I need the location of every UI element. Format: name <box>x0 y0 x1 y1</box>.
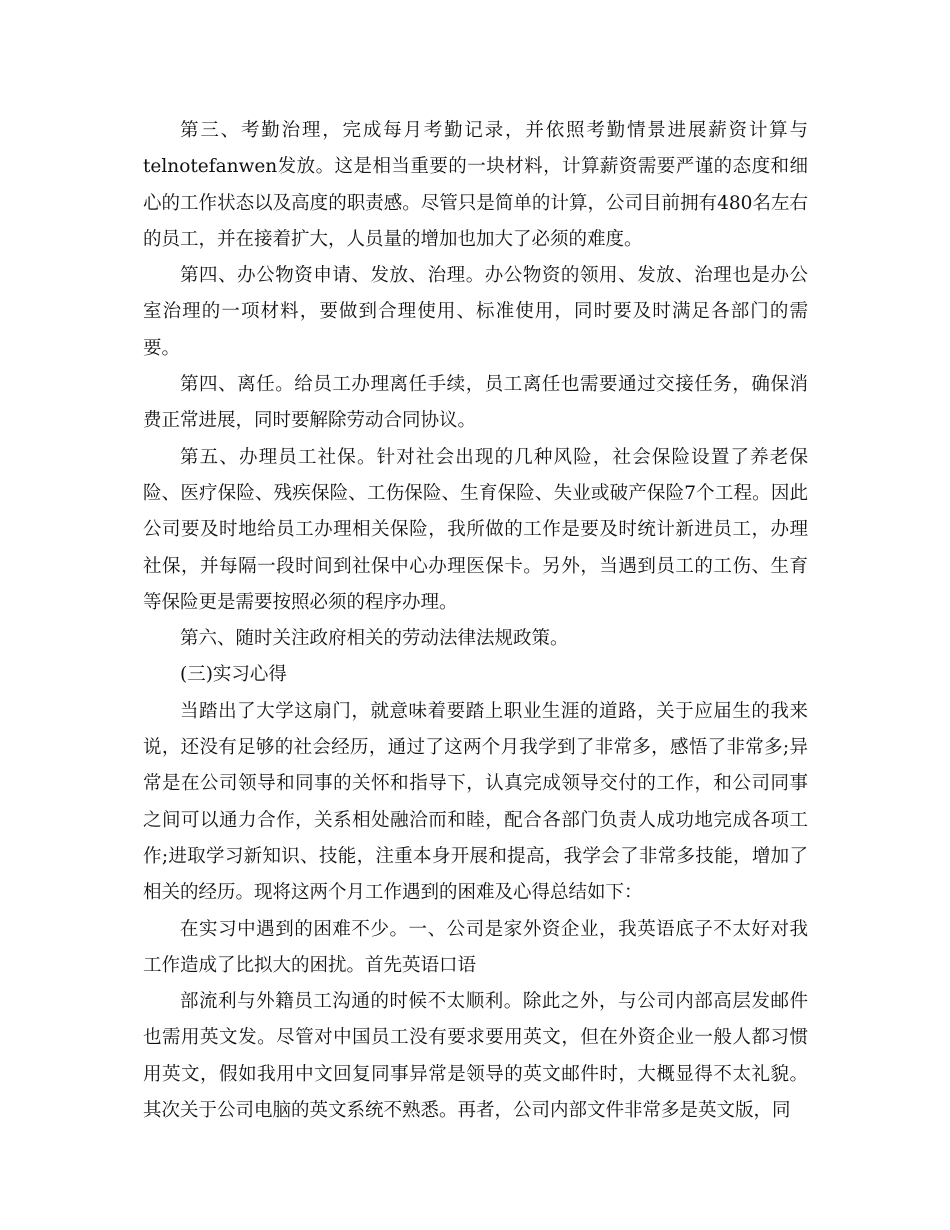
paragraph-difficulties: 在实习中遇到的困难不少。一、公司是家外资企业，我英语底子不太好对我工作造成了比拟大的困扰。首先英语口语 <box>143 918 808 976</box>
paragraph-attendance: 第三、考勤治理，完成每月考勤记录，并依照考勤情景进展薪资计算与telnotefanwen发放。这是相当重要的一块材料，计算薪资需要严谨的态度和细心的工作状态以及高度的职责感。尽管只是简单的计算，公司目前拥有480名左右的员工，并在接着扩大，人员量的增加也加大了必须的难度。 <box>143 120 808 250</box>
section-heading-internship-reflection: (三)实习心得 <box>180 664 287 686</box>
paragraph-labor-law: 第六、随时关注政府相关的劳动法律法规政策。 <box>180 628 569 650</box>
paragraph-resignation: 第四、离任。给员工办理离任手续，员工离任也需要通过交接任务，确保消费正常进展，同时要解除劳动合同协议。 <box>143 374 808 432</box>
paragraph-office-supplies: 第四、办公物资申请、发放、治理。办公物资的领用、发放、治理也是办公室治理的一项材料，要做到合理使用、标准使用，同时要及时满足各部门的需要。 <box>143 265 808 359</box>
paragraph-social-insurance: 第五、办理员工社保。针对社会出现的几种风险，社会保险设置了养老保险、医疗保险、残疾保险、工伤保险、生育保险、失业或破产保险7个工程。因此公司要及时地给员工办理相关保险，我所做的工作是要及时统计新进员工，办理社保，并每隔一段时间到社保中心办理医保卡。另外，当遇到员工的工伤、生育等保险更是需要按照必须的程序办理。 <box>143 446 808 613</box>
paragraph-english-issues: 部流利与外籍员工沟通的时候不太顺利。除此之外，与公司内部高层发邮件也需用英文发。尽管对中国员工没有要求要用英文，但在外资企业一般人都习惯用英文，假如我用中文回复同事异常是领导的英文邮件时，大概显得不太礼貌。其次关于公司电脑的英文系统不熟悉。再者，公司内部文件非常多是英文版，同 <box>143 991 808 1122</box>
document-body <box>143 113 808 1129</box>
paragraph-reflection: 当踏出了大学这扇门，就意味着要踏上职业生涯的道路，关于应届生的我来说，还没有足够的社会经历，通过了这两个月我学到了非常多，感悟了非常多;异常是在公司领导和同事的关怀和指导下，认真完成领导交付的工作，和公司同事之间可以通力合作，关系相处融洽而和睦，配合各部门负责人成功地完成各项工作;进取学习新知识、技能，注重本身开展和提高，我学会了非常多技能，增加了相关的经历。现将这两个月工作遇到的困难及心得总结如下： <box>143 700 808 904</box>
